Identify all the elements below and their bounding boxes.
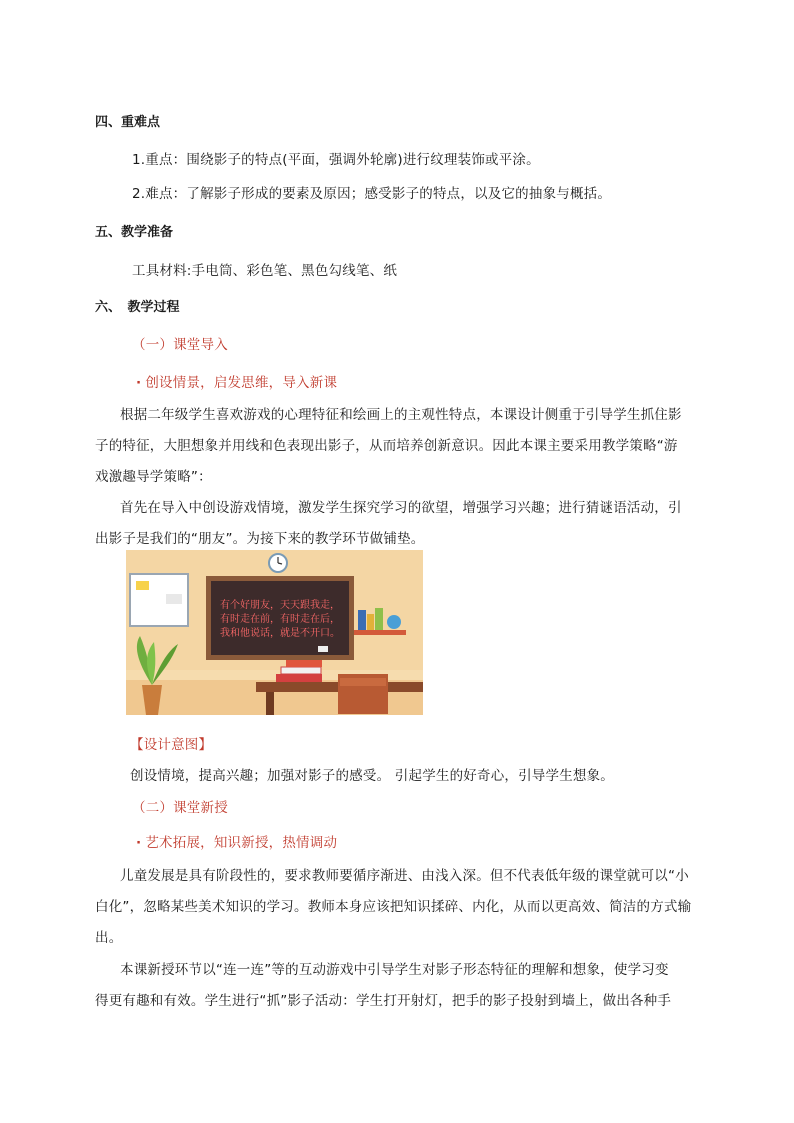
key-point-item: 1.重点：围绕影子的特点(平面，强调外轮廓)进行纹理装饰或平涂。 [132,152,540,168]
part2-subtitle: · 艺术拓展，知识新授，热情调动 [136,835,338,851]
paragraph-line: 子的特征，大胆想象并用线和色表现出影子，从而培养创新意识。因此本课主要采用教学策略“游 [95,438,678,454]
paragraph-line: 出。 [95,930,123,946]
classroom-scene-image [126,550,423,715]
paragraph-line: 本课新授环节以“连一连”等的互动游戏中引导学生对影子形态特征的理解和想象，使学习变 [120,962,669,978]
classroom-illustration [126,550,423,715]
svg-text:有个好朋友，天天跟我走，: 有个好朋友，天天跟我走， [220,600,340,611]
paragraph-line: 出影子是我们的“朋友”。为接下来的教学环节做铺垫。 [95,531,425,547]
difficult-point-item: 2.难点：了解影子形成的要素及原因；感受影子的特点，以及它的抽象与概括。 [132,186,612,202]
bullet-icon: · [136,375,142,391]
design-intent-label: 【设计意图】 [130,737,213,753]
section-heading-5: 五、教学准备 [95,225,174,240]
bullet-icon: · [136,835,142,851]
paragraph-line: 白化”，忽略某些美术知识的学习。教师本身应该把知识揉碎、内化，从而以更高效、简洁的方式输 [95,899,692,915]
paragraph-line: 戏激趣导学策略”： [95,469,212,485]
part1-title: （一）课堂导入 [132,337,228,353]
blackboard-text [220,598,340,639]
design-intent-text: 创设情境，提高兴趣；加强对影子的感受。 引起学生的好奇心，引导学生想象。 [130,768,614,784]
section-heading-6: 六、 教学过程 [95,300,180,315]
part1-subtitle: · 创设情景，启发思维，导入新课 [136,375,338,391]
svg-text:有时走在前，有时走在后，: 有时走在前，有时走在后， [220,614,340,625]
materials-text: 工具材料:手电筒、彩色笔、黑色勾线笔、纸 [132,263,398,279]
paragraph-line: 首先在导入中创设游戏情境，激发学生探究学习的欲望，增强学习兴趣；进行猜谜语活动，引 [120,500,682,516]
paragraph-line: 儿童发展是具有阶段性的，要求教师要循序渐进、由浅入深。但不代表低年级的课堂就可以“小 [120,868,689,884]
section-heading-4: 四、重难点 [95,115,161,130]
svg-text:我和他说话，就是不开口。: 我和他说话，就是不开口。 [220,628,340,639]
paragraph-line: 得更有趣和有效。学生进行“抓”影子活动：学生打开射灯，把手的影子投射到墙上，做出各种手 [95,993,672,1009]
part2-title: （二）课堂新授 [132,800,228,816]
paragraph-line: 根据二年级学生喜欢游戏的心理特征和绘画上的主观性特点，本课设计侧重于引导学生抓住影 [120,407,682,423]
